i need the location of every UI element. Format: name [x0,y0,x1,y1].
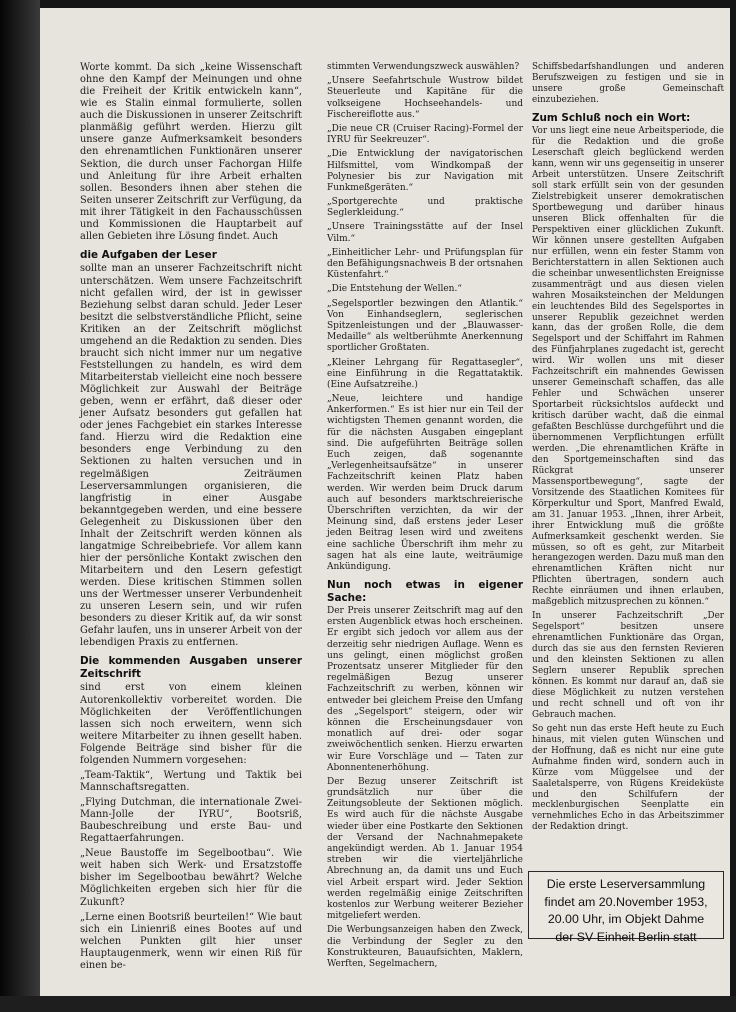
paragraph: stimmten Verwendungszweck auswählen? [327,62,520,72]
section-heading: Nun noch etwas in eigener Sache: [327,579,523,604]
paragraph: „Sportgerechte und praktische Seglerkleidung.“ [327,197,523,219]
paragraph: „Lerne einen Bootsriß beurteilen!“ Wie baut sich ein Linienriß eines Bootes auf und welchen Punkten gilt hier unser Hauptaugenmerk, wenn wir einen Riß für einen be- [80,911,302,971]
paragraph: „Kleiner Lehrgang für Regattasegler“, eine Einführung in die Regattataktik. (Eine Aufsatzreihe.) [327,357,523,390]
paragraph: „Segelsportler bezwingen den Atlantik.“ Von Einhandseglern, seglerischen Spitzenleistungen und der „Blauwasser-Medaille“ als weltberühmte Anerkennung sportlicher Großtaten. [327,298,523,354]
paragraph: In unserer Fachzeitschrift „Der Segelsport“ besitzen unsere ehrenamtlichen Funktionäre das Organ, durch das sie aus den fernsten Revieren und den kleinsten Sektionen zu allen Seglern unserer Republik sprechen können. Es kommt nur darauf an, daß sie diese Möglichkeit zu nutzen verstehen und recht schnell und oft von ihr Gebrauch machen. [532,611,724,720]
notice-line: 20.00 Uhr, im Objekt Dahme [547,912,705,926]
column-2 [327,62,523,973]
paragraph: „Neue, leichtere und handige Ankerformen.“ Es ist hier nur ein Teil der wichtigsten Themen genannt worden, die für die nächsten Ausgaben eingeplant sind. Die aufgeführten Beiträge sollen Euch zeigen, daß sogenannte „Verlegenheitsaufsätze“ in unserer Fachzeitschrift keinen Platz haben werden. Wir werden beim Druck darum auch auf besonders marktschreierische Überschriften verzichten, da wir der Meinung sind, daß erstens jeder Leser jeden Beitrag lesen wird und zweitens eine sachliche Überschrift ihm mehr zu sagen hat als eine laute, weiträumige Ankündigung. [327,394,523,572]
paragraph: „Neue Baustoffe im Segelbootbau“. Wie weit haben sich Werk- und Ersatzstoffe bisher im Segelbootbau bewährt? Welche Möglichkeiten ergeben sich hier für die Zukunft? [80,848,302,908]
paragraph: „Team-Taktik“, Wertung und Taktik bei Mannschaftsregatten. [80,769,302,793]
paragraph: „Die Entstehung der Wellen.“ [327,284,462,295]
section-heading: die Aufgaben der Leser [80,248,217,261]
notice-line: findet am 20.November 1953, [544,894,708,909]
paragraph: So geht nun das erste Heft heute zu Euch hinaus, mit vielen guten Wünschen und der Hoffnung, daß es nicht nur eine gute Aufnahme finden wird, sondern auch in Kürze vom Müggelsee und der Saaletalsperre, von Rügens Kreideküste und den Schilfufern der mecklenburgischen Seenplatte ein vernehmliches Echo in das Arbeitszimmer der Redaktion dringt. [532,723,724,833]
paragraph: „Unsere Seefahrtschule Wustrow bildet Steuerleute und Kapitäne für die volkseigene Hochseehandels- und Fischereiflotte aus.“ [327,76,523,120]
reader-meeting-notice-box [528,871,724,944]
paragraph: „Flying Dutchman, die internationale Zwei-Mann-Jolle der IYRU“, Bootsriß, Baubeschreibung und erste Bau- und Regattaerfahrungen. [80,797,302,845]
scan-bottom-edge [0,996,736,1012]
section-heading: Die kommenden Ausgaben unserer Zeitschrift [80,655,302,680]
scan-left-shadow [0,0,40,1012]
paragraph: Der Preis unserer Zeitschrift mag auf den ersten Augenblick etwas hoch erscheinen. Er ergibt sich jedoch vor allem aus der derzeitig sehr niedrigen Auflage. Wenn es uns gelingt, einen möglichst großen Prozentsatz unserer Mitglieder für den regelmäßigen Bezug unserer Fachzeitschrift zu werben, können wir entweder bei gleichem Preise den Umfang des „Segelsport“ steigern, oder wir können die Erscheinungsdauer von monatlich auf drei- oder sogar zweiwöchentlich senken. Hierzu erwarten wir Eure Vorschläge und — Taten zur Abonnentenerhöhung. [327,606,523,773]
paragraph: sind erst von einem kleinen Autorenkollektiv vorbereitet worden. Die Möglichkeiten der Veröffentlichungen lassen sich noch erweitern, wenn sich weitere Mitarbeiter zu ihnen gesellt haben. Folgende Beiträge sind bisher für die folgenden Nummern vorgesehen: [80,682,302,766]
paragraph: Worte kommt. Da sich „keine Wissenschaft ohne den Kampf der Meinungen und ohne die Freiheit der Kritik entwickeln kann“, wie es Stalin einmal formulierte, sollen auch die Diskussionen in unserer Zeitschrift planmäßig geführt werden. Hierzu gilt unsere ganze Aufmerksamkeit besonders den ehrenamtlichen Funktionären unserer Sektion, die durch unser Fachorgan Hilfe und Anleitung für ihre Arbeit erhalten sollen. Besonders ihnen aber stehen die Seiten unserer Zeitschrift zur Verfügung, da mit ihrer Tätigkeit in den Fachausschüssen und Kommissionen die Hauptarbeit auf allen Gebieten ihre Lösung findet. Auch [80,62,302,242]
paragraph: Schiffsbedarfshandlungen und anderen Berufszweigen zu festigen und sie in unsere große Gemeinschaft einzubeziehen. [532,62,724,105]
paragraph: „Die Entwicklung der navigatorischen Hilfsmittel, vom Windkompaß der Polynesier bis zur Navigation mit Funkmeßgeräten.“ [327,149,523,193]
paragraph: sollte man an unserer Fachzeitschrift nicht unterschätzen. Wem unsere Fachzeitschrift nicht gefallen wird, der ist in gewisser Beziehung selbst daran schuld. Jeder Leser besitzt die selbstverständliche Pflicht, seine Kritiken an der Zeitschrift möglichst umgehend an die Redaktion zu senden. Dies braucht sich nicht immer nur um negative Feststellungen zu handeln, es wird dem Mitarbeiterstab vielleicht eine noch bessere Möglichkeit zur Auswahl der Beiträge geben, wenn er erfährt, daß dieser oder jener Aufsatz besonders gut gefallen hat oder jenes Fachgebiet ein starkes Interesse fand. Hierzu wird die Redaktion eine besonders enge Verbindung zu den Sektionen zu halten versuchen und in regelmäßigen Zeiträumen Leserversammlungen organisieren, die langfristig in einer Ausgabe bekanntgegeben werden, und eine bessere Gelegenheit zu Diskussionen über den Inhalt der Zeitschrift werden können als langatmige Schreibebriefe. Vor allem kann hier der persönliche Kontakt zwischen den Mitarbeitern und den Lesern gefestigt werden. Diese kritischen Stimmen sollen uns der Wertmesser unserer Verbundenheit zu unseren Lesern sein, und wir rufen besonders zu dieser Kritik auf, da wir sonst Gefahr laufen, uns in unserer Arbeit von der lebendigen Praxis zu entfernen. [80,263,302,649]
notice-line: Die erste Leserversammlung [546,877,706,891]
paragraph: „Unsere Trainingsstätte auf der Insel Vilm.“ [327,222,523,244]
paragraph: „Einheitlicher Lehr- und Prüfungsplan für den Befähigungsnachweis B der ortsnahen Küstenfahrt.“ [327,247,523,281]
notice-line: der SV Einheit Berlin statt [555,929,697,944]
column-1 [80,62,302,975]
paragraph: Vor uns liegt eine neue Arbeitsperiode, die für die Redaktion und die große Leserschaft gleich beglückend werden kann, wenn wir uns gegenseitig in unserer Arbeit unterstützen. Unsere Zeitschrift soll stark erfüllt sein von der gesunden Zielstrebigkeit unserer demokratischen Sportbewegung und darüber hinaus unseren Blick offenhalten für die Perspektiven einer glücklichen Zukunft. Wir können unsere gestellten Aufgaben nur erfüllen, wenn ein fester Stamm von Berichterstattern in allen Sektionen auch die scheinbar unwesentlichsten Ereignisse zusammenträgt und aus diesen vielen wahren Mosaiksteinchen der Meldungen ein leuchtendes Bild des Segelsportes in unserer Republik gezeichnet werden kann, das der großen Rolle, die dem Segelsport und der Schiffahrt im Rahmen des Fünfjahrplanes zugedacht ist, gerecht wird. Wir wollen uns mit dieser Fachzeitschrift ein mahnendes Gewissen unserer Gemeinschaft schaffen, das alle Fehler und Schwächen unserer Sportarbeit rücksichtslos aufdeckt und kritisch darüber wacht, daß die einmal gefaßten Beschlüsse durchgeführt und die übernommenen Verpflichtungen erfüllt werden. „Die ehrenamtlichen Kräfte in den Sportgemeinschaften sind das Rückgrat unserer Massensportbewegung“, sagte der Vorsitzende des Staatlichen Komitees für Körperkultur und Sport, Manfred Ewald, am 31. Januar 1953. „Ihnen, ihrer Arbeit, ihrer Entwicklung muß die größte Aufmerksamkeit geschenkt werden. Sie müssen, so oft es geht, zur Mitarbeit herangezogen werden. Dazu muß man den ehrenamtlichen Kräften nicht nur Pflichten übertragen, sondern auch Rechte einräumen und ihnen erlauben, maßgeblich mitzusprechen zu können.“ [532,126,724,608]
section-heading: Zum Schluß noch ein Wort: [532,111,691,124]
paragraph: Die Werbungsanzeigen haben den Zweck, die Verbindung der Segler zu den Konstrukteuren, Bauaufsichten, Maklern, Werften, Segelmachern, [327,925,523,969]
paragraph: Der Bezug unserer Zeitschrift ist grundsätzlich nur über die Zeitungsobleute der Sektionen möglich. Es wird auch für die nächste Ausgabe wieder über eine Postkarte den Sektionen der Versand der Nachnahmepakete angekündigt werden. Ab 1. Januar 1954 streben wir die vierteljährliche Abrechnung an, da damit uns und Euch viel Arbeit erspart wird. Jeder Sektion werden regelmäßig einige Zeitschriften kostenlos zur Werbung weiterer Bezieher mitgeliefert werden. [327,776,523,922]
paragraph: „Die neue CR (Cruiser Racing)-Formel der IYRU für Seekreuzer“. [327,123,523,146]
column-3 [532,62,724,836]
